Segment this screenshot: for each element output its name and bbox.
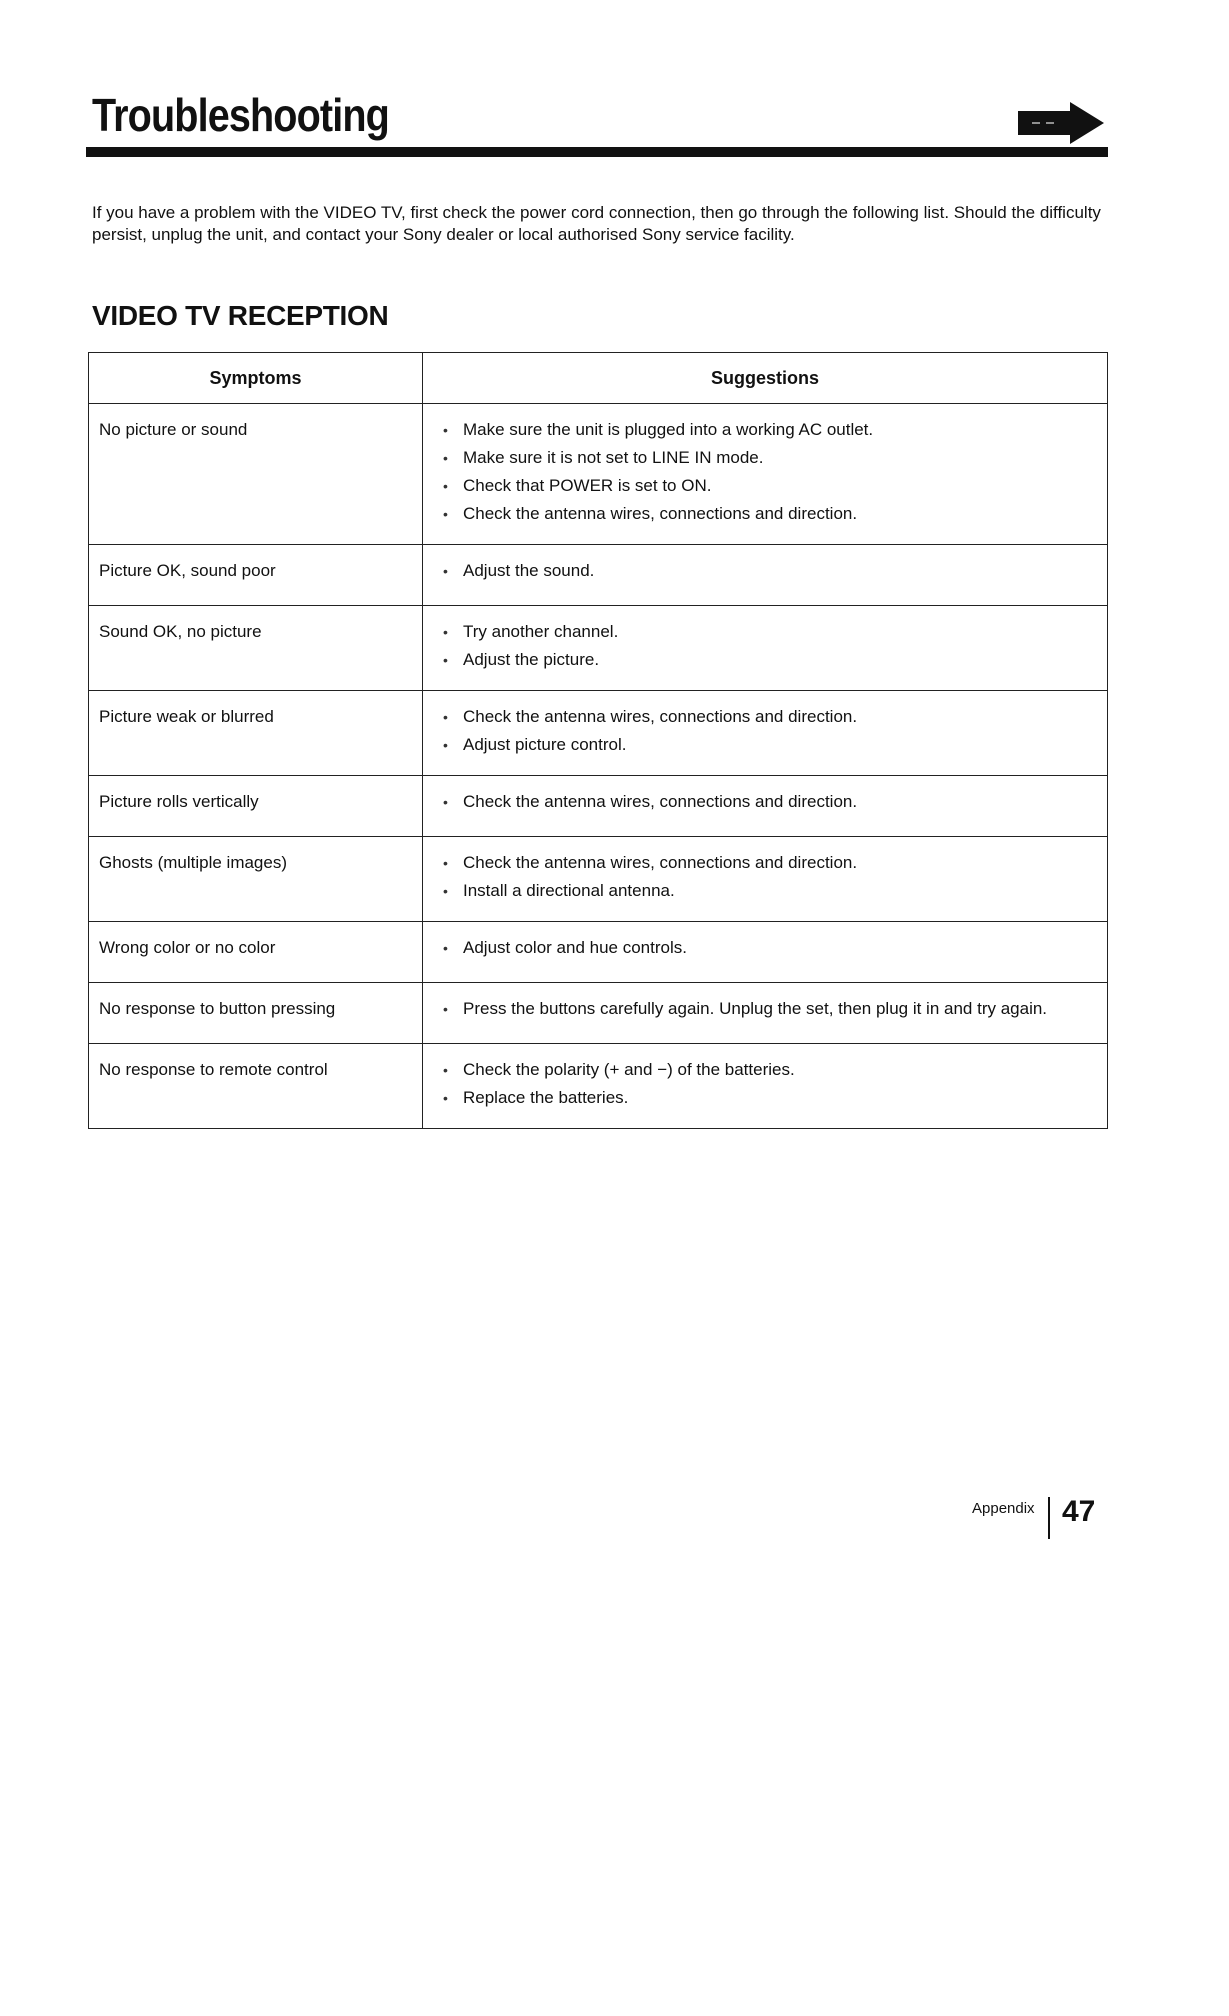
intro-paragraph: If you have a problem with the VIDEO TV, first check the power cord connection, then go through the following list. Should the difficulty persist, unplug the unit, and contact your Sony dealer or local authorised Sony service facility. [92,203,1101,244]
suggestion-item: • Check that POWER is set to ON. [443,472,1097,500]
suggestion-list [443,849,1097,905]
suggestions-header: Suggestions [423,353,1108,404]
suggestion-item: • Check the polarity (+ and −) of the batteries. [443,1056,1097,1084]
table-body [89,404,1108,1129]
suggestion-item: • Make sure it is not set to LINE IN mode. [443,444,1097,472]
table-row [89,983,1108,1044]
table-row [89,691,1108,776]
suggestion-item: • Make sure the unit is plugged into a working AC outlet. [443,416,1097,444]
suggestion-list [443,934,1097,962]
suggestion-cell [423,922,1108,983]
suggestion-cell [423,404,1108,545]
table-row [89,545,1108,606]
suggestion-list [443,703,1097,759]
suggestion-item: • Replace the batteries. [443,1084,1097,1112]
symptoms-header: Symptoms [89,353,423,404]
title-rule [86,147,1108,157]
table-row [89,1044,1108,1129]
suggestion-item: • Adjust the sound. [443,557,1097,585]
page-title: Troubleshooting [92,89,389,141]
suggestion-item: • Check the antenna wires, connections and direction. [443,500,1097,528]
suggestion-item: • Press the buttons carefully again. Unplug the set, then plug it in and try again. [443,995,1097,1023]
symptom-cell: Wrong color or no color [89,922,423,983]
table-row [89,776,1108,837]
suggestion-cell [423,545,1108,606]
suggestion-cell [423,1044,1108,1129]
troubleshooting-table [88,352,1108,1129]
table-row [89,404,1108,545]
suggestion-list [443,995,1097,1023]
symptom-cell: Picture weak or blurred [89,691,423,776]
suggestion-cell [423,776,1108,837]
suggestion-cell [423,691,1108,776]
suggestion-item: • Check the antenna wires, connections and direction. [443,703,1097,731]
symptom-cell: No response to remote control [89,1044,423,1129]
suggestion-cell [423,983,1108,1044]
symptom-cell: No picture or sound [89,404,423,545]
table-row [89,606,1108,691]
suggestion-item: • Try another channel. [443,618,1097,646]
section-heading: VIDEO TV RECEPTION [92,300,389,331]
suggestion-list [443,1056,1097,1112]
arrow-right-icon [1018,102,1104,144]
suggestion-list [443,618,1097,674]
suggestion-item: • Check the antenna wires, connections and direction. [443,788,1097,816]
symptom-cell: Picture rolls vertically [89,776,423,837]
symptom-cell: Ghosts (multiple images) [89,837,423,922]
suggestion-cell [423,606,1108,691]
suggestion-item: • Check the antenna wires, connections and direction. [443,849,1097,877]
suggestion-list [443,557,1097,585]
symptom-cell: Picture OK, sound poor [89,545,423,606]
suggestion-item: • Install a directional antenna. [443,877,1097,905]
suggestion-cell [423,837,1108,922]
table-row [89,922,1108,983]
suggestion-item: • Adjust picture control. [443,731,1097,759]
footer-divider [1048,1497,1050,1539]
page-number: 47 [1062,1495,1096,1528]
table-row [89,837,1108,922]
suggestion-list [443,416,1097,528]
symptom-cell: No response to button pressing [89,983,423,1044]
suggestion-item: • Adjust the picture. [443,646,1097,674]
suggestion-list [443,788,1097,816]
symptom-cell: Sound OK, no picture [89,606,423,691]
suggestion-item: • Adjust color and hue controls. [443,934,1097,962]
table-header-row [89,353,1108,404]
footer-section-label: Appendix [972,1500,1035,1517]
